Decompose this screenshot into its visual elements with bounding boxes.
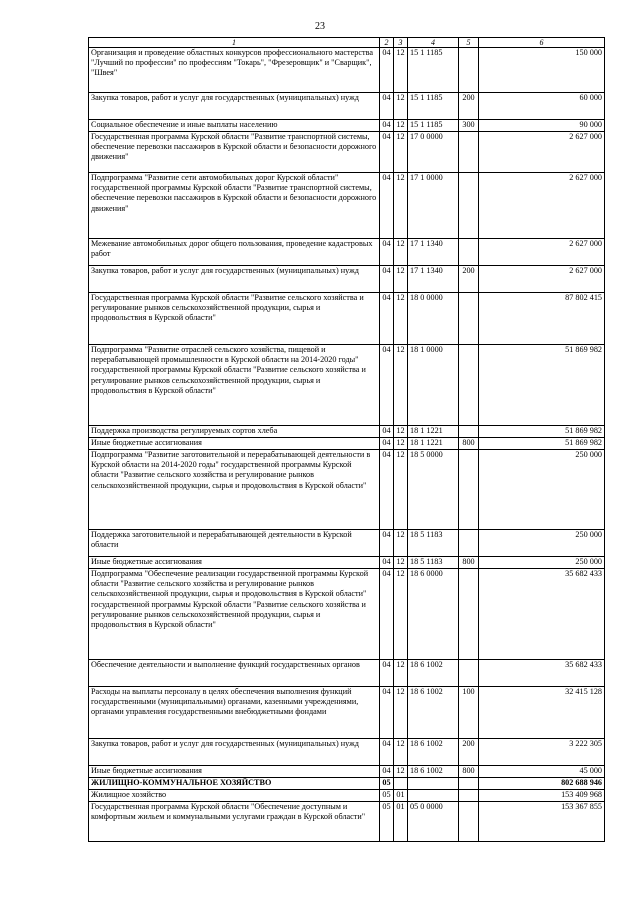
row-subsection: 12 xyxy=(394,660,408,687)
row-target-article: 17 0 0000 xyxy=(408,132,459,173)
row-subsection: 12 xyxy=(394,132,408,173)
table-row xyxy=(89,266,605,293)
row-section: 04 xyxy=(380,660,394,687)
row-name: Закупка товаров, работ и услуг для государственных (муниципальных) нужд xyxy=(89,93,380,120)
row-amount: 2 627 000 xyxy=(479,266,605,293)
page-number: 23 xyxy=(315,21,325,32)
row-amount: 153 367 855 xyxy=(479,802,605,842)
row-expense-type: 300 xyxy=(459,120,479,132)
row-target-article: 15 1 1185 xyxy=(408,93,459,120)
table-row xyxy=(89,739,605,766)
column-header-section: 2 xyxy=(380,38,394,48)
row-section: 04 xyxy=(380,93,394,120)
row-amount: 2 627 000 xyxy=(479,239,605,266)
row-subsection: 01 xyxy=(394,802,408,842)
row-expense-type xyxy=(459,426,479,438)
row-section: 05 xyxy=(380,802,394,842)
row-name: Государственная программа Курской области "Обеспечение доступным и комфортным жильем и коммунальными услугами граждан в Курской области" xyxy=(89,802,380,842)
row-expense-type: 800 xyxy=(459,766,479,778)
table-row xyxy=(89,557,605,569)
table-row xyxy=(89,660,605,687)
row-name: Подпрограмма "Обеспечение реализации государственной программы Курской области "Развитие сельского хозяйства и регулирование рынков сельскохозяйственной продукции, сырья и продовольствия в Курской области" государственной программы Курской области "Развитие сельского хозяйства и регулирование рынков сельскохозяйственной продукции, сырья и продовольствия в Курской области" xyxy=(89,569,380,660)
row-expense-type xyxy=(459,450,479,530)
row-amount: 32 415 128 xyxy=(479,687,605,739)
row-expense-type: 200 xyxy=(459,266,479,293)
row-name: Иные бюджетные ассигнования xyxy=(89,766,380,778)
row-section: 04 xyxy=(380,239,394,266)
row-subsection: 01 xyxy=(394,790,408,802)
row-amount: 250 000 xyxy=(479,557,605,569)
table-row xyxy=(89,120,605,132)
table-row xyxy=(89,438,605,450)
row-subsection: 12 xyxy=(394,530,408,557)
row-name: Подпрограмма "Развитие отраслей сельского хозяйства, пищевой и перерабатывающей промышленности в Курской области на 2014-2020 годы" государственной программы Курской области "Развитие сельского хозяйства и регулирование рынков сельскохозяйственной продукции, сырья и продовольствия в Курской области" xyxy=(89,345,380,426)
row-section: 04 xyxy=(380,48,394,93)
row-amount: 35 682 433 xyxy=(479,569,605,660)
row-name: Обеспечение деятельности и выполнение функций государственных органов xyxy=(89,660,380,687)
row-expense-type xyxy=(459,239,479,266)
table-row xyxy=(89,132,605,173)
row-expense-type: 200 xyxy=(459,93,479,120)
table-row xyxy=(89,530,605,557)
row-subsection xyxy=(394,778,408,790)
row-subsection: 12 xyxy=(394,438,408,450)
row-section: 04 xyxy=(380,766,394,778)
row-amount: 90 000 xyxy=(479,120,605,132)
table-row xyxy=(89,93,605,120)
row-expense-type: 800 xyxy=(459,557,479,569)
row-target-article: 18 1 1221 xyxy=(408,438,459,450)
row-target-article: 17 1 0000 xyxy=(408,173,459,239)
row-subsection: 12 xyxy=(394,173,408,239)
row-name: Подпрограмма "Развитие заготовительной и перерабатывающей деятельности в Курской области на 2014-2020 годы" государственной программы Курской области "Развитие сельского хозяйства и регулирование рынков сельскохозяйственной продукции, сырья и продовольствия в Курской области" xyxy=(89,450,380,530)
row-amount: 150 000 xyxy=(479,48,605,93)
row-expense-type: 200 xyxy=(459,739,479,766)
column-header-amount: 6 xyxy=(479,38,605,48)
table-row xyxy=(89,687,605,739)
row-target-article: 18 6 1002 xyxy=(408,739,459,766)
row-subsection: 12 xyxy=(394,293,408,345)
row-subsection: 12 xyxy=(394,266,408,293)
row-section: 04 xyxy=(380,266,394,293)
row-expense-type xyxy=(459,660,479,687)
table-row xyxy=(89,293,605,345)
row-expense-type: 100 xyxy=(459,687,479,739)
row-subsection: 12 xyxy=(394,120,408,132)
row-section: 04 xyxy=(380,438,394,450)
row-target-article xyxy=(408,778,459,790)
row-section: 05 xyxy=(380,790,394,802)
row-target-article: 18 6 0000 xyxy=(408,569,459,660)
row-name: Закупка товаров, работ и услуг для государственных (муниципальных) нужд xyxy=(89,266,380,293)
row-target-article: 18 5 1183 xyxy=(408,557,459,569)
row-name: Подпрограмма "Развитие сети автомобильных дорог Курской области" государственной программы Курской области "Развитие транспортной системы, обеспечение перевозки пассажиров в Курской области и безопасности дорожного движения" xyxy=(89,173,380,239)
table-row xyxy=(89,790,605,802)
row-target-article: 05 0 0000 xyxy=(408,802,459,842)
row-amount: 51 869 982 xyxy=(479,438,605,450)
row-subsection: 12 xyxy=(394,450,408,530)
row-amount: 35 682 433 xyxy=(479,660,605,687)
row-name: Жилищное хозяйство xyxy=(89,790,380,802)
budget-table xyxy=(88,37,605,842)
row-name: Социальное обеспечение и иные выплаты населению xyxy=(89,120,380,132)
row-name: Государственная программа Курской области "Развитие сельского хозяйства и регулирование рынков сельскохозяйственной продукции, сырья и продовольствия в Курской области" xyxy=(89,293,380,345)
row-amount: 250 000 xyxy=(479,450,605,530)
column-header-subsection: 3 xyxy=(394,38,408,48)
row-section: 04 xyxy=(380,426,394,438)
row-section: 04 xyxy=(380,569,394,660)
column-header-expense-type: 5 xyxy=(459,38,479,48)
row-name: Иные бюджетные ассигнования xyxy=(89,438,380,450)
row-name: Межевание автомобильных дорог общего пользования, проведение кадастровых работ xyxy=(89,239,380,266)
row-target-article: 18 1 0000 xyxy=(408,345,459,426)
row-expense-type xyxy=(459,293,479,345)
row-subsection: 12 xyxy=(394,93,408,120)
row-expense-type xyxy=(459,530,479,557)
row-expense-type xyxy=(459,132,479,173)
row-section: 04 xyxy=(380,557,394,569)
row-subsection: 12 xyxy=(394,569,408,660)
row-name: Организация и проведение областных конкурсов профессионального мастерства "Лучший по профессии" по профессиям "Токарь", "Фрезеровщик" и "Сварщик", "Швея" xyxy=(89,48,380,93)
row-name: Поддержка производства регулируемых сортов хлеба xyxy=(89,426,380,438)
row-section: 04 xyxy=(380,739,394,766)
row-amount: 51 869 982 xyxy=(479,426,605,438)
row-name: Государственная программа Курской области "Развитие транспортной системы, обеспечение перевозки пассажиров в Курской области и безопасности дорожного движения" xyxy=(89,132,380,173)
row-amount: 250 000 xyxy=(479,530,605,557)
row-target-article: 18 6 1002 xyxy=(408,687,459,739)
row-amount: 51 869 982 xyxy=(479,345,605,426)
row-target-article xyxy=(408,790,459,802)
row-target-article: 18 5 1183 xyxy=(408,530,459,557)
row-name: Иные бюджетные ассигнования xyxy=(89,557,380,569)
table-row xyxy=(89,450,605,530)
row-section: 04 xyxy=(380,132,394,173)
table-row xyxy=(89,173,605,239)
row-target-article: 15 1 1185 xyxy=(408,48,459,93)
row-name: Закупка товаров, работ и услуг для государственных (муниципальных) нужд xyxy=(89,739,380,766)
row-expense-type xyxy=(459,48,479,93)
table-row xyxy=(89,802,605,842)
row-section: 04 xyxy=(380,450,394,530)
row-subsection: 12 xyxy=(394,687,408,739)
table-row xyxy=(89,426,605,438)
row-target-article: 18 6 1002 xyxy=(408,660,459,687)
row-target-article: 18 6 1002 xyxy=(408,766,459,778)
row-section: 04 xyxy=(380,530,394,557)
row-amount: 802 688 946 xyxy=(479,778,605,790)
row-section: 04 xyxy=(380,345,394,426)
row-section: 05 xyxy=(380,778,394,790)
row-subsection: 12 xyxy=(394,557,408,569)
row-amount: 45 000 xyxy=(479,766,605,778)
row-amount: 153 409 968 xyxy=(479,790,605,802)
row-name: ЖИЛИЩНО-КОММУНАЛЬНОЕ ХОЗЯЙСТВО xyxy=(89,778,380,790)
row-subsection: 12 xyxy=(394,239,408,266)
row-amount: 60 000 xyxy=(479,93,605,120)
table-row xyxy=(89,778,605,790)
column-header-name: 1 xyxy=(89,38,380,48)
table-row xyxy=(89,239,605,266)
row-amount: 3 222 305 xyxy=(479,739,605,766)
row-expense-type: 800 xyxy=(459,438,479,450)
table-row xyxy=(89,569,605,660)
row-expense-type xyxy=(459,345,479,426)
header-row xyxy=(89,38,605,48)
table-row xyxy=(89,48,605,93)
row-target-article: 18 1 1221 xyxy=(408,426,459,438)
row-name: Расходы на выплаты персоналу в целях обеспечения выполнения функций государственными (муниципальными) органами, казенными учреждениями, органами управления государственными внебюджетными фондами xyxy=(89,687,380,739)
row-name: Поддержка заготовительной и перерабатывающей деятельности в Курской области xyxy=(89,530,380,557)
row-amount: 87 802 415 xyxy=(479,293,605,345)
row-amount: 2 627 000 xyxy=(479,173,605,239)
row-target-article: 15 1 1185 xyxy=(408,120,459,132)
row-expense-type xyxy=(459,173,479,239)
row-target-article: 17 1 1340 xyxy=(408,239,459,266)
row-section: 04 xyxy=(380,687,394,739)
column-header-target-article: 4 xyxy=(408,38,459,48)
row-subsection: 12 xyxy=(394,739,408,766)
row-target-article: 18 0 0000 xyxy=(408,293,459,345)
row-expense-type xyxy=(459,569,479,660)
table-row xyxy=(89,766,605,778)
row-expense-type xyxy=(459,790,479,802)
row-section: 04 xyxy=(380,120,394,132)
row-target-article: 17 1 1340 xyxy=(408,266,459,293)
row-section: 04 xyxy=(380,173,394,239)
table-row xyxy=(89,345,605,426)
row-subsection: 12 xyxy=(394,345,408,426)
row-amount: 2 627 000 xyxy=(479,132,605,173)
row-target-article: 18 5 0000 xyxy=(408,450,459,530)
row-subsection: 12 xyxy=(394,766,408,778)
row-expense-type xyxy=(459,802,479,842)
row-subsection: 12 xyxy=(394,48,408,93)
row-subsection: 12 xyxy=(394,426,408,438)
row-expense-type xyxy=(459,778,479,790)
row-section: 04 xyxy=(380,293,394,345)
